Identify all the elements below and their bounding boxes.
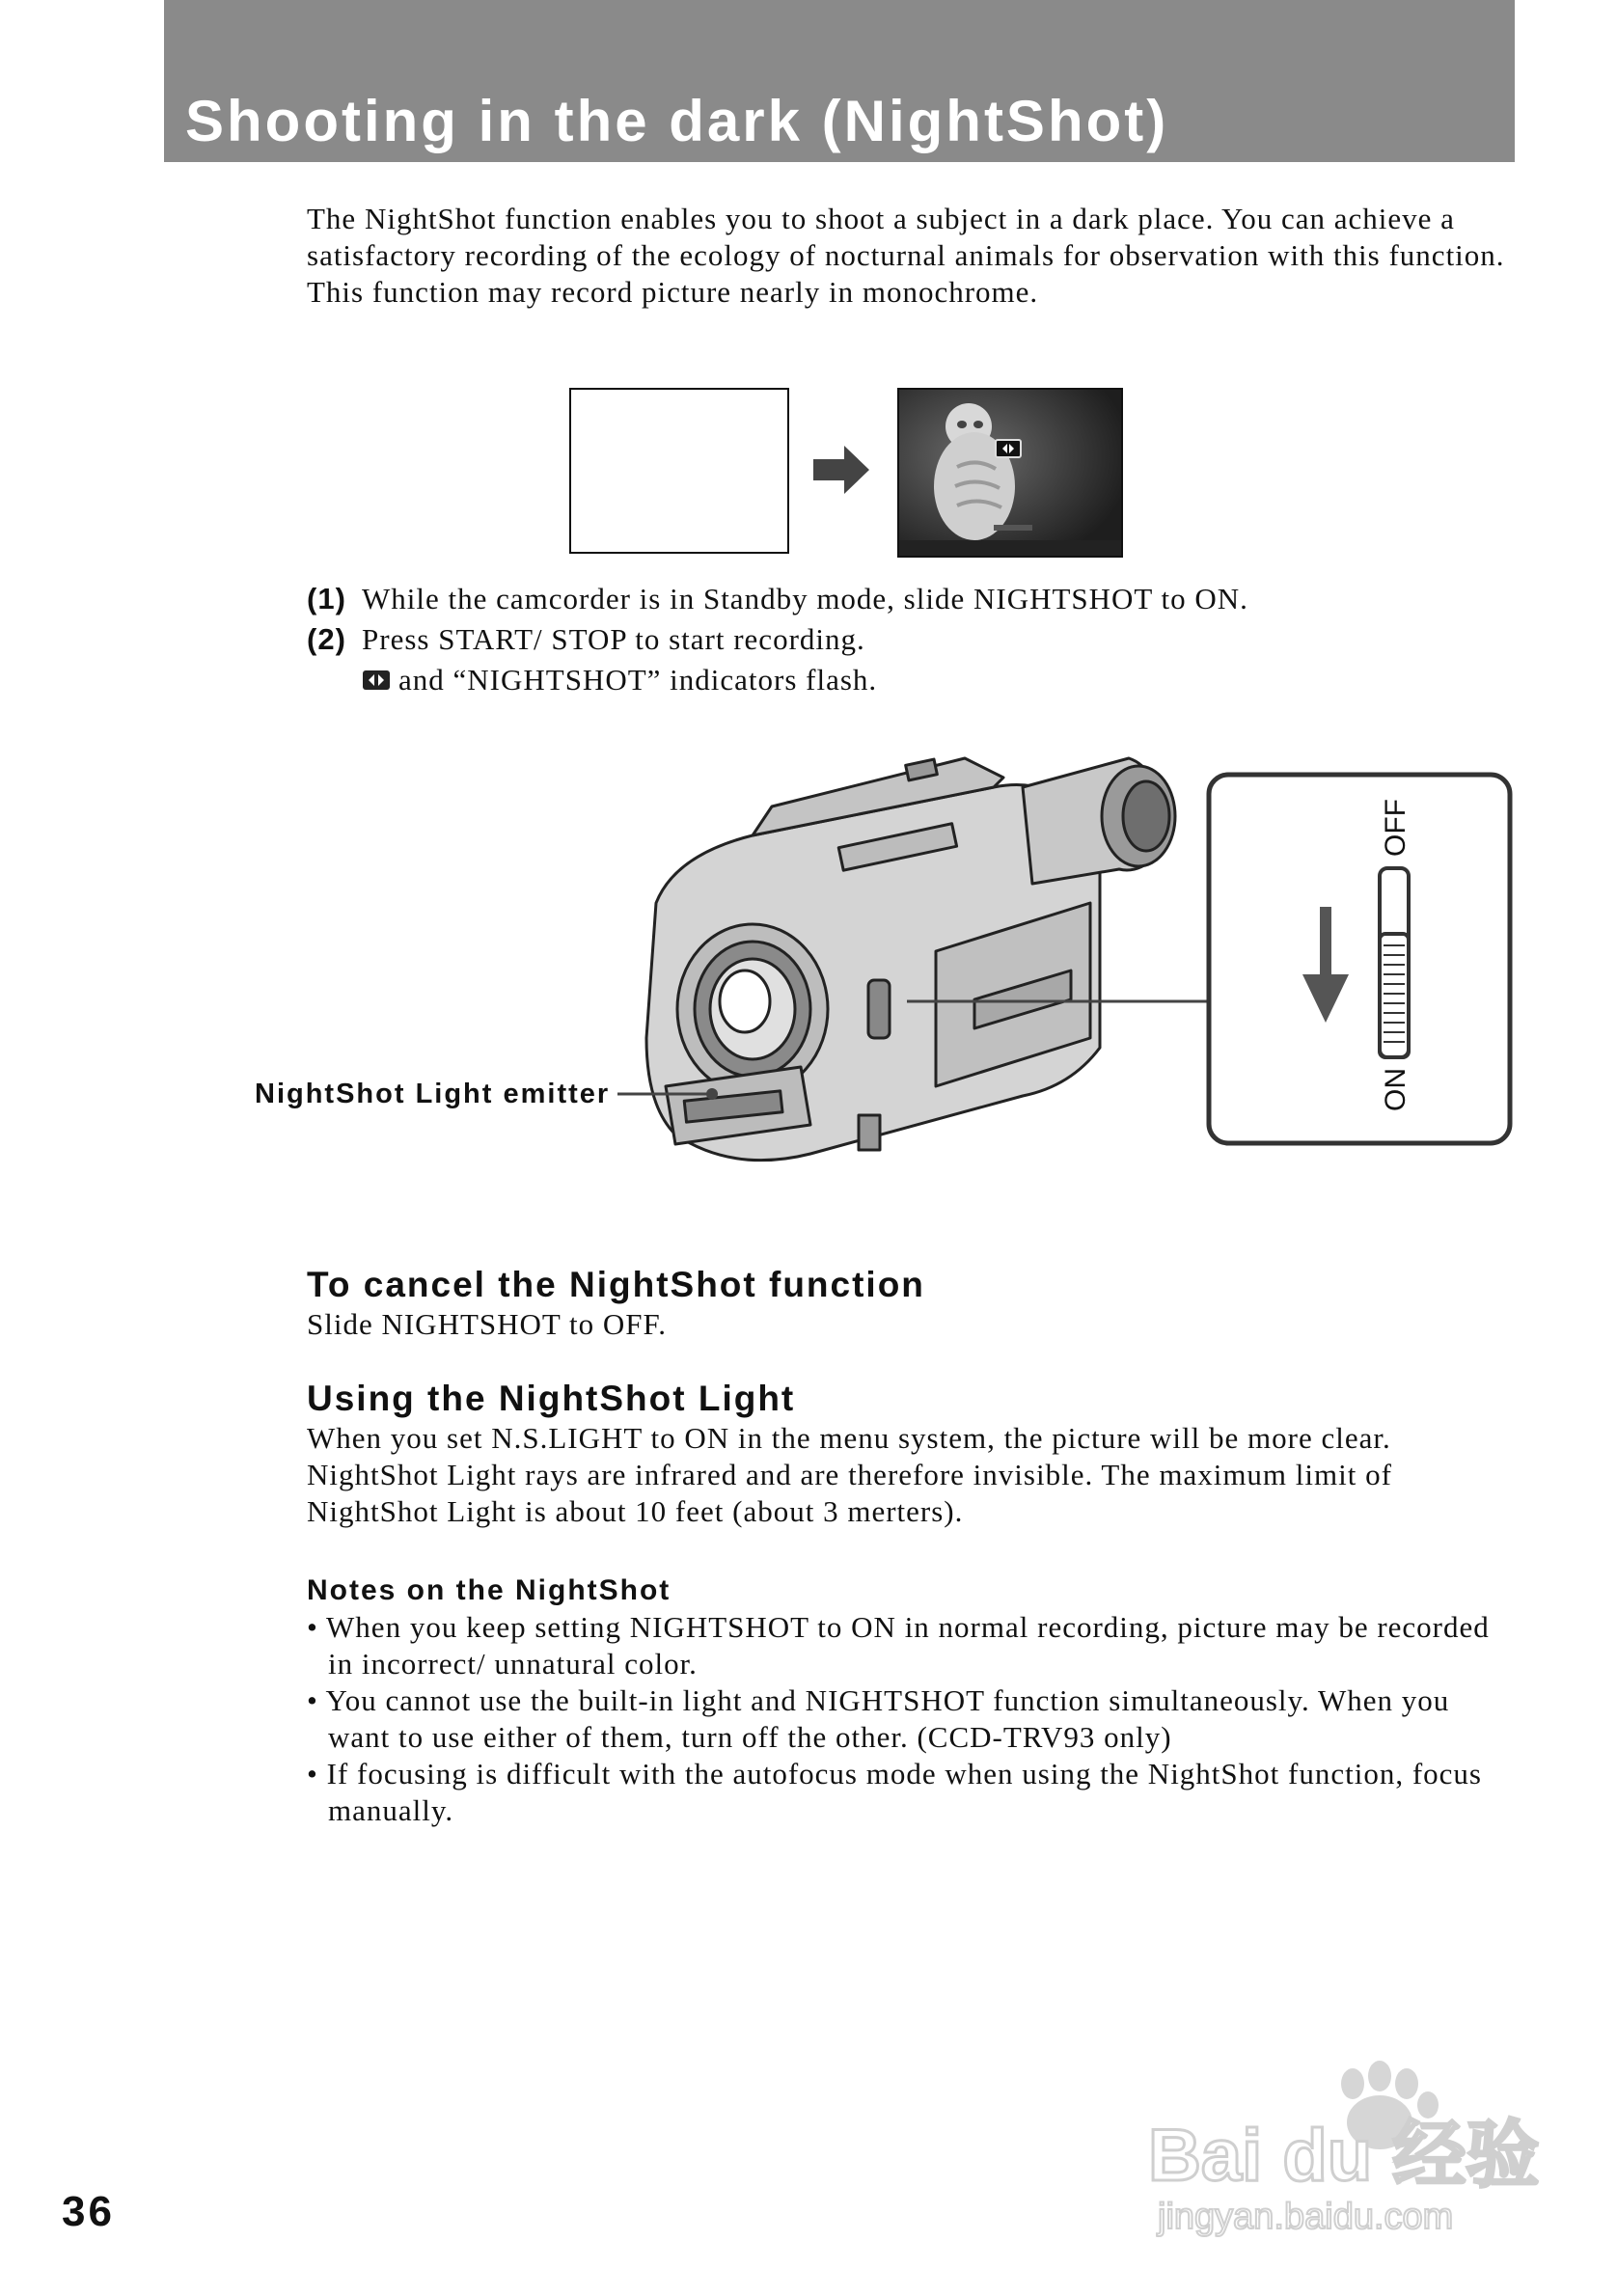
cancel-text: Slide NIGHTSHOT to OFF. bbox=[307, 1307, 668, 1341]
screen-after-illustration bbox=[897, 388, 1123, 558]
notes-heading: Notes on the NightShot bbox=[307, 1574, 671, 1606]
notes-list bbox=[307, 1609, 1513, 1829]
step-2-text: Press START/ STOP to start recording. bbox=[362, 622, 865, 656]
step-1-text: While the camcorder is in Standby mode, slide NIGHTSHOT to ON. bbox=[362, 582, 1248, 615]
intro-paragraph-2: This function may record picture nearly in monochrome. bbox=[307, 275, 1039, 309]
watermark-brand: Bai du 经验 bbox=[1148, 2115, 1540, 2197]
step-2 bbox=[307, 619, 1513, 660]
watermark-url: jingyan.baidu.com bbox=[1158, 2197, 1454, 2237]
steps-list bbox=[307, 579, 1513, 700]
note-item: • You cannot use the built-in light and NIGHTSHOT function simultaneously. When you want to use either of them, turn off the other. (CCD-TRV93 only) bbox=[307, 1682, 1513, 1756]
step-1-number: (1) bbox=[307, 582, 346, 615]
emitter-label: NightShot Light emitter bbox=[255, 1079, 611, 1109]
screen-before-illustration bbox=[569, 388, 789, 554]
page-title: Shooting in the dark (NightShot) bbox=[185, 89, 1169, 153]
arrow-right-icon bbox=[813, 446, 871, 494]
light-heading: Using the NightShot Light bbox=[307, 1379, 796, 1418]
nightshot-indicator-icon bbox=[996, 440, 1021, 457]
title-bar bbox=[164, 0, 1515, 162]
note-item: • If focusing is difficult with the autofocus mode when using the NightShot function, focus manually. bbox=[307, 1756, 1513, 1829]
camcorder-illustration bbox=[617, 749, 1216, 1202]
nightshot-switch-illustration bbox=[1206, 772, 1515, 1148]
intro-paragraph-1: The NightShot function enables you to shoot a subject in a dark place. You can achieve a satisfactory recording of the ecology of nocturnal animals for observation with this function. bbox=[307, 202, 1505, 272]
note-item: • When you keep setting NIGHTSHOT to ON in normal recording, picture may be recorded in incorrect/ unnatural color. bbox=[307, 1609, 1513, 1682]
baidu-watermark bbox=[1138, 2055, 1544, 2248]
light-text: When you set N.S.LIGHT to ON in the menu system, the picture will be more clear. NightShot Light rays are infrared and are therefore invisible. The maximum limit of NightShot Light is about 10 feet (about 3 merters). bbox=[307, 1421, 1392, 1528]
content-sections bbox=[307, 1264, 1513, 1829]
step-2-note-text: and “NIGHTSHOT” indicators flash. bbox=[398, 663, 878, 697]
intro-text bbox=[307, 201, 1513, 311]
step-1 bbox=[307, 579, 1513, 619]
step-2-note bbox=[307, 660, 1513, 700]
cancel-heading: To cancel the NightShot function bbox=[307, 1265, 925, 1304]
owl-night-image bbox=[899, 390, 1121, 556]
nightshot-indicator-icon bbox=[362, 670, 391, 691]
switch-on-label: ON bbox=[1380, 1068, 1411, 1111]
step-2-number: (2) bbox=[307, 622, 346, 656]
page-number: 36 bbox=[62, 2188, 115, 2235]
switch-off-label: OFF bbox=[1380, 799, 1411, 857]
